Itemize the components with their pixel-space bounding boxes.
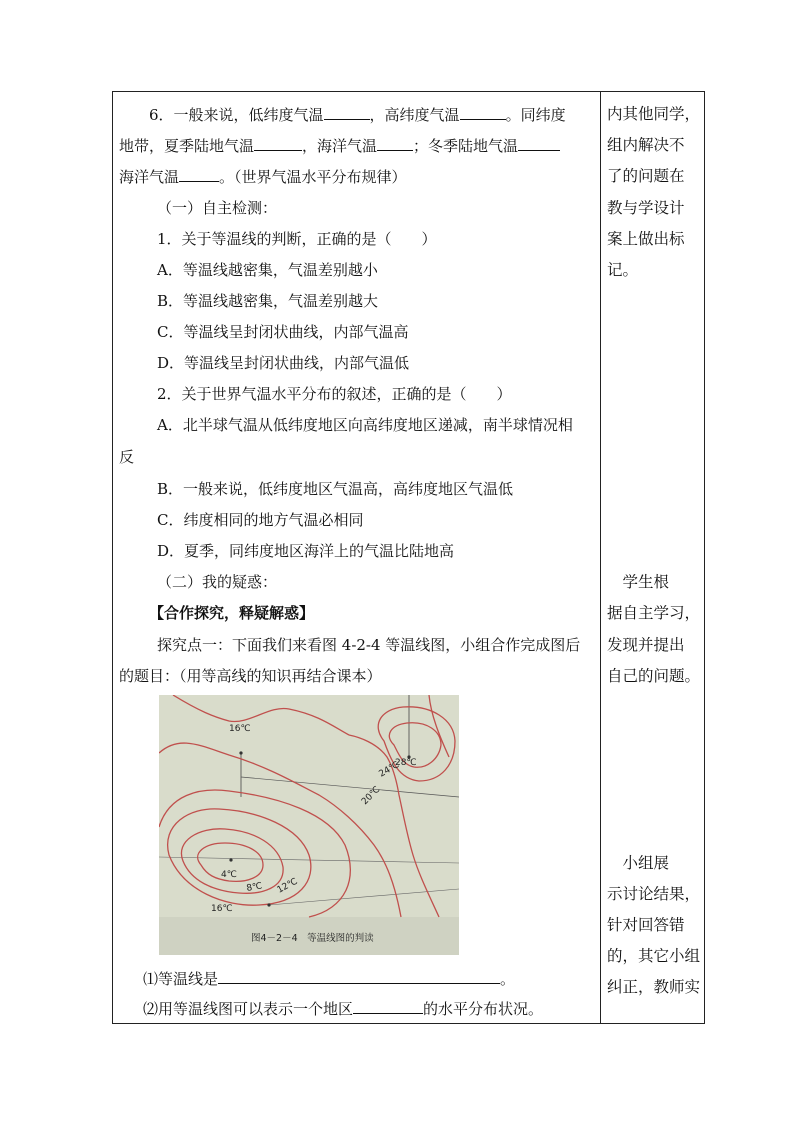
note-line: 纠正，教师实 [607,978,701,996]
note-line: 发现并提出 [607,636,685,654]
question-1: 1．关于等温线的判断，正确的是（ ） [157,230,437,248]
q2-option-d: D．夏季，同纬度地区海洋上的气温比陆地高 [157,542,455,560]
self-check-heading: （一）自主检测： [157,199,278,217]
isotherm-figure [159,695,459,955]
q6-line-2: 地带，夏季陆地气温 ，海洋气温 ；冬季陆地气温 [119,135,597,156]
q6-line-3: 海洋气温 。（世界气温水平分布规律） [119,168,407,186]
note-line: 了的问题在 [607,167,685,185]
blank[interactable] [179,166,219,182]
note-line: 的，其它小组 [607,947,701,965]
isotherm-label-16-bottom: 16℃ [211,904,233,914]
blank[interactable] [518,135,560,151]
q1-option-b: B．等温线越密集，气温差别越大 [157,292,379,310]
blank[interactable] [460,104,506,120]
note-line: 案上做出标 [607,230,685,248]
q6-line-1: 6．一般来说，低纬度气温 ，高纬度气温 。同纬度 [149,106,566,124]
q2-option-b: B．一般来说，低纬度地区气温高，高纬度地区气温低 [157,480,514,498]
isotherm-label-8: 8℃ [245,881,264,894]
q1-option-c: C．等温线呈封闭状曲线，内部气温高 [157,323,409,341]
blank[interactable] [254,135,302,151]
blank[interactable] [324,104,370,120]
note-line: 教与学设计 [607,199,685,217]
explore-line-1: 探究点一：下面我们来看图 4-2-4 等温线图，小组合作完成图后 [157,636,581,654]
note-line: 据自主学习， [607,604,701,622]
isotherm-label-16-top: 16℃ [229,724,251,734]
note-line: 记。 [607,261,639,279]
lesson-table [112,91,705,1024]
note-line: 组内解决不 [607,136,685,154]
figure-caption: 图4－2－4 等温线图的判读 [251,933,374,944]
blank[interactable] [218,968,500,984]
note-line: 针对回答错 [607,916,685,934]
note-line: 学生根 [607,573,670,591]
blank[interactable] [377,135,413,151]
isotherm-label-20: 20℃ [360,784,383,808]
isotherm-label-24: 24℃ [377,760,402,780]
isotherm-label-28: 28℃ [395,758,417,768]
isotherm-label-4: 4℃ [221,870,237,880]
doubt-heading: （二）我的疑惑： [157,573,278,591]
note-line: 内其他同学， [607,105,701,123]
q2-option-c: C．纬度相同的地方气温必相同 [157,511,364,529]
note-line: 小组展 [607,854,670,872]
isotherm-label-12: 12℃ [275,876,300,896]
q1-option-d: D．等温线呈封闭状曲线，内部气温低 [157,354,410,372]
q2-option-a-line-2: 反 [119,448,135,466]
note-line: 示讨论结果， [607,885,701,903]
q1-option-a: A．等温线越密集，气温差别越小 [157,261,378,279]
explore-line-2: 的题目：（用等高线的知识再结合课本） [119,667,382,685]
question-2: 2．关于世界气温水平分布的叙述，正确的是（ ） [157,385,512,403]
blank[interactable] [353,998,423,1014]
fill-question-1: ⑴等温线是 。 [143,970,516,988]
note-line: 自己的问题。 [607,667,701,685]
explore-heading: 【合作探究，释疑解惑】 [149,604,315,622]
q2-option-a-line-1: A．北半球气温从低纬度地区向高纬度地区递减，南半球情况相 [157,416,573,434]
fill-question-2: ⑵用等温线图可以表示一个地区 的水平分布状况。 [143,1000,544,1018]
isotherm-map [159,695,459,955]
